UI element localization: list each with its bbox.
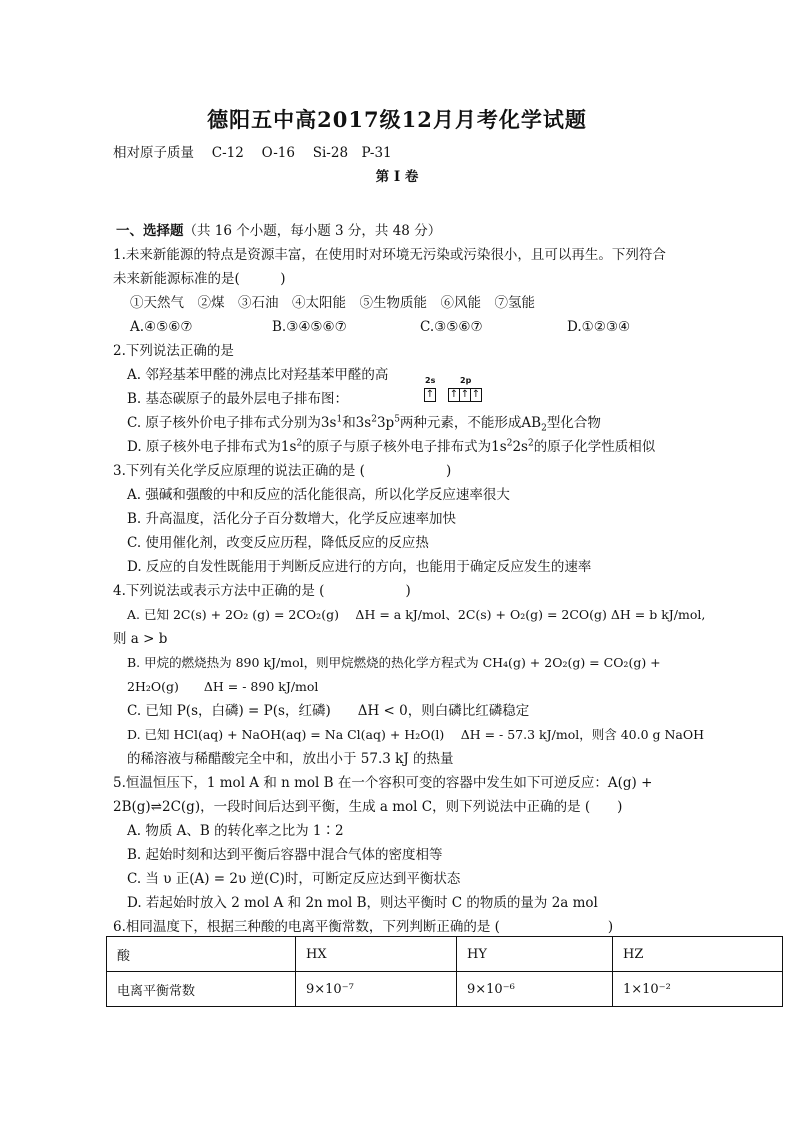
q1-option-a: A.④⑤⑥⑦	[130, 319, 193, 335]
q4-option-d-line2: 的稀溶液与稀醋酸完全中和，放出小于 57.3 kJ 的热量	[127, 751, 454, 767]
q4-option-d-line1: D. 已知 HCl(aq) + NaOH(aq) = Na Cl(aq) + H₂O(l) ΔH = - 57.3 kJ/mol，则含 40.0 g NaOH	[127, 727, 705, 742]
q1-option-c: C.③⑤⑥⑦	[420, 319, 483, 335]
orbital-2p-box-3: ↑	[471, 389, 481, 400]
q4-option-b-line2: 2H₂O(g) ΔH = - 890 kJ/mol	[127, 679, 319, 694]
section-title: 一、选择题	[116, 223, 184, 239]
q3-option-b: B. 升高温度，活化分子百分数增大，化学反应速率加快	[127, 511, 457, 527]
q2-stem: 2.下列说法正确的是	[113, 343, 234, 359]
volume-label: 第 I 卷	[375, 169, 419, 185]
q1-items: ①天然气 ②煤 ③石油 ④太阳能 ⑤生物质能 ⑥风能 ⑦氢能	[130, 295, 535, 311]
q1-option-d: D.①②③④	[567, 319, 631, 335]
table-cell: 9×10⁻⁷	[296, 972, 457, 1007]
q3-option-c: C. 使用催化剂，改变反应历程，降低反应的反应热	[127, 535, 429, 551]
table-cell: 1×10⁻²	[613, 972, 783, 1007]
q2-option-d: D. 原子核外电子排布式为$1s^2$的原子与原子核外电子排布式为$1s^22s^2$的原子化学性质相似	[127, 438, 656, 455]
table-row	[107, 972, 783, 1007]
q5-option-d: D. 若起始时放入 2 mol A 和 2n mol B，则达平衡时 C 的物质的量为 2a mol	[127, 895, 598, 911]
table-cell: 9×10⁻⁶	[457, 972, 613, 1007]
table-header-cell: 酸	[107, 937, 296, 972]
q1-option-b: B.③④⑤⑥⑦	[272, 319, 347, 335]
q6-stem: 6.相同温度下，根据三种酸的电离平衡常数，下列判断正确的是 ( )	[113, 919, 614, 935]
q2-option-c: C. 原子核外价电子排布式分别为$3s^1$和$3s^23p^5$两种元素，不能形成$AB_2$型化合物	[127, 414, 601, 434]
q3-option-d: D. 反应的自发性既能用于判断反应进行的方向，也能用于确定反应发生的速率	[127, 559, 592, 575]
orbital-diagram	[424, 376, 514, 408]
orbital-2s-label: 2s	[425, 376, 436, 385]
q4-option-c: C. 已知 P(s，白磷) = P(s，红磷) ΔH < 0，则白磷比红磷稳定	[127, 703, 530, 719]
q3-option-a: A. 强碱和强酸的中和反应的活化能很高，所以化学反应速率很大	[127, 487, 510, 503]
acid-constant-table	[106, 936, 783, 1007]
q4-option-b-line1: B. 甲烷的燃烧热为 890 kJ/mol，则甲烷燃烧的热化学方程式为 CH₄(g) + 2O₂(g) = CO₂(g) +	[127, 655, 661, 670]
orbital-2p-box-1: ↑	[449, 389, 459, 400]
q2-option-a: A. 邻羟基苯甲醛的沸点比对羟基苯甲醛的高	[127, 367, 389, 383]
exam-title: 德阳五中高2017级12月月考化学试题	[207, 107, 587, 132]
table-header-row	[107, 937, 783, 972]
orbital-2s-box: ↑	[425, 389, 435, 400]
section-heading	[116, 222, 441, 240]
q4-option-a-line2: 则 a > b	[113, 631, 168, 647]
q1-stem-line2: 未来新能源标准的是( )	[113, 271, 286, 287]
table-header-cell: HX	[296, 937, 457, 972]
table-header-cell: HZ	[613, 937, 783, 972]
orbital-2p-label: 2p	[460, 376, 472, 385]
table-row-label: 电离平衡常数	[107, 972, 296, 1007]
q3-stem: 3.下列有关化学反应原理的说法正确的是 ( )	[113, 463, 452, 479]
table-header-cell: HY	[457, 937, 613, 972]
q4-stem: 4.下列说法或表示方法中正确的是 ( )	[113, 583, 411, 599]
section-note: （共 16 个小题，每小题 3 分，共 48 分）	[183, 223, 442, 239]
q4-option-a-line1: A. 已知 2C(s) + 2O₂ (g) = 2CO₂(g) ΔH = a kJ/mol、2C(s) + O₂(g) = 2CO(g) ΔH = b kJ/mol,	[127, 607, 706, 622]
orbital-2p-box-2: ↑	[460, 389, 470, 400]
q5-option-a: A. 物质 A、B 的转化率之比为 1∶2	[127, 823, 344, 839]
q5-stem-line2: 2B(g)⇌2C(g)，一段时间后达到平衡，生成 a mol C，则下列说法中正确的是 ( )	[113, 799, 623, 815]
atomic-mass-line: 相对原子质量 C-12 O-16 Si-28 P-31	[113, 145, 392, 161]
q5-option-b: B. 起始时刻和达到平衡后容器中混合气体的密度相等	[127, 847, 443, 863]
q5-option-c: C. 当 υ 正(A) = 2υ 逆(C)时，可断定反应达到平衡状态	[127, 871, 461, 887]
q5-stem-line1: 5.恒温恒压下，1 mol A 和 n mol B 在一个容积可变的容器中发生如下可逆反应：A(g) +	[113, 775, 653, 791]
q1-stem-line1: 1.未来新能源的特点是资源丰富，在使用时对环境无污染或污染很小，且可以再生。下列符合	[113, 247, 666, 263]
q2-option-b: B. 基态碳原子的最外层电子排布图：	[127, 391, 349, 407]
